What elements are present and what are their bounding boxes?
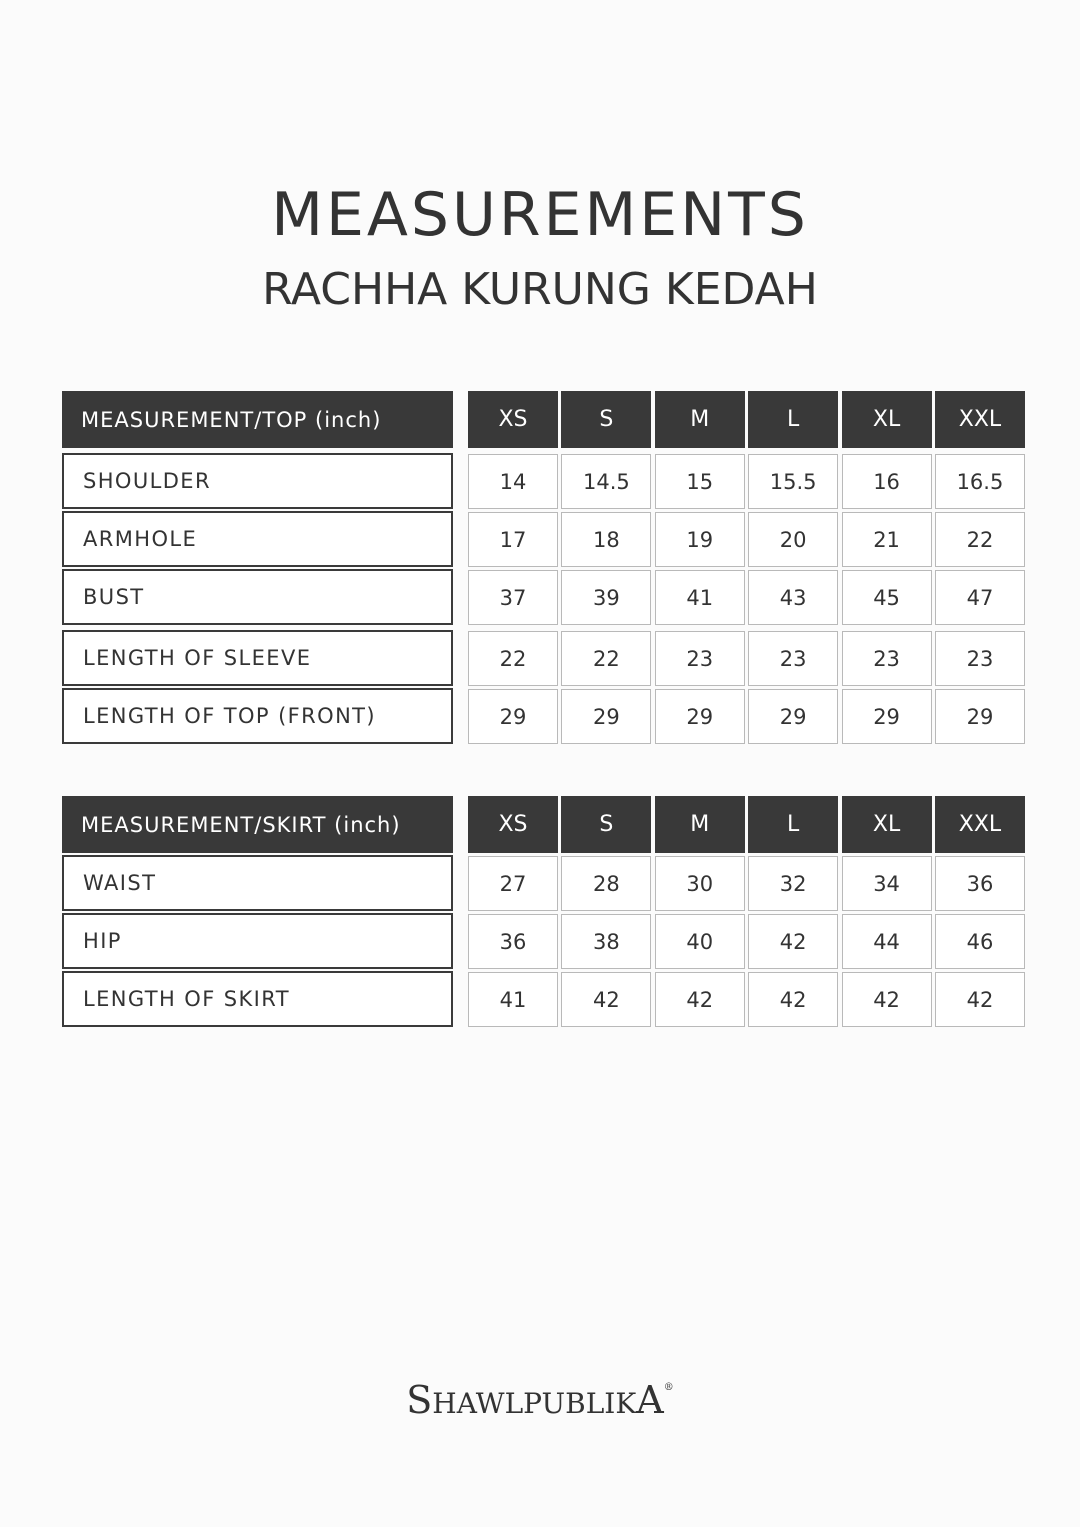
size-header-xxl: XXL — [935, 796, 1025, 853]
size-header-l: L — [748, 391, 838, 448]
value-cell: 29 — [561, 689, 651, 744]
value-cell: 40 — [655, 914, 745, 969]
value-cell: 14.5 — [561, 454, 651, 509]
skirt-measurement-table — [62, 796, 1028, 1027]
value-cell: 15.5 — [748, 454, 838, 509]
table-row — [62, 630, 1028, 686]
top-measurement-table — [62, 391, 1028, 744]
top-table-header-label: MEASUREMENT/TOP (inch) — [62, 391, 453, 448]
table-row — [62, 453, 1028, 509]
value-cell: 34 — [842, 856, 932, 911]
value-cell: 15 — [655, 454, 745, 509]
value-cell: 23 — [655, 631, 745, 686]
value-cell: 29 — [655, 689, 745, 744]
value-cell: 42 — [748, 972, 838, 1027]
value-cell: 23 — [748, 631, 838, 686]
brand-middle: HAWLPUBLIK — [432, 1387, 637, 1420]
size-header-xxl: XXL — [935, 391, 1025, 448]
value-cell: 47 — [935, 570, 1025, 625]
value-cell: 29 — [748, 689, 838, 744]
brand-logo — [0, 1378, 1080, 1422]
value-cell: 29 — [468, 689, 558, 744]
value-cell: 17 — [468, 512, 558, 567]
value-cell: 36 — [935, 856, 1025, 911]
value-cell: 28 — [561, 856, 651, 911]
row-label: HIP — [62, 913, 453, 969]
size-header-xl: XL — [842, 796, 932, 853]
value-cell: 37 — [468, 570, 558, 625]
value-cell: 41 — [655, 570, 745, 625]
skirt-table-header-label: MEASUREMENT/SKIRT (inch) — [62, 796, 453, 853]
value-cell: 46 — [935, 914, 1025, 969]
size-header-l: L — [748, 796, 838, 853]
row-label: LENGTH OF SKIRT — [62, 971, 453, 1027]
value-cell: 39 — [561, 570, 651, 625]
value-cell: 23 — [842, 631, 932, 686]
table-row — [62, 855, 1028, 911]
top-table-header-row — [62, 391, 1028, 448]
value-cell: 36 — [468, 914, 558, 969]
brand-last-letter: A — [636, 1378, 664, 1422]
value-cell: 42 — [655, 972, 745, 1027]
value-cell: 22 — [468, 631, 558, 686]
table-row — [62, 511, 1028, 567]
table-row — [62, 913, 1028, 969]
value-cell: 20 — [748, 512, 838, 567]
size-header-m: M — [655, 391, 745, 448]
value-cell: 45 — [842, 570, 932, 625]
row-label: SHOULDER — [62, 453, 453, 509]
value-cell: 42 — [935, 972, 1025, 1027]
value-cell: 23 — [935, 631, 1025, 686]
size-header-m: M — [655, 796, 745, 853]
value-cell: 42 — [748, 914, 838, 969]
value-cell: 22 — [561, 631, 651, 686]
size-header-xs: XS — [468, 796, 558, 853]
value-cell: 41 — [468, 972, 558, 1027]
value-cell: 18 — [561, 512, 651, 567]
table-row — [62, 971, 1028, 1027]
size-header-s: S — [561, 796, 651, 853]
page-title: MEASUREMENTS — [271, 180, 809, 250]
skirt-table-header-row — [62, 796, 1028, 853]
size-header-xs: XS — [468, 391, 558, 448]
value-cell: 30 — [655, 856, 745, 911]
value-cell: 32 — [748, 856, 838, 911]
table-row — [62, 688, 1028, 744]
value-cell: 27 — [468, 856, 558, 911]
size-header-s: S — [561, 391, 651, 448]
registered-mark: ® — [663, 1382, 674, 1393]
value-cell: 38 — [561, 914, 651, 969]
value-cell: 21 — [842, 512, 932, 567]
row-label: LENGTH OF SLEEVE — [62, 630, 453, 686]
value-cell: 19 — [655, 512, 745, 567]
value-cell: 29 — [842, 689, 932, 744]
value-cell: 44 — [842, 914, 932, 969]
value-cell: 22 — [935, 512, 1025, 567]
row-label: WAIST — [62, 855, 453, 911]
size-header-xl: XL — [842, 391, 932, 448]
brand-first-letter: S — [406, 1378, 433, 1422]
row-label: LENGTH OF TOP (FRONT) — [62, 688, 453, 744]
product-name: RACHHA KURUNG KEDAH — [262, 264, 818, 315]
value-cell: 29 — [935, 689, 1025, 744]
row-label: BUST — [62, 569, 453, 625]
value-cell: 42 — [561, 972, 651, 1027]
value-cell: 42 — [842, 972, 932, 1027]
value-cell: 43 — [748, 570, 838, 625]
row-label: ARMHOLE — [62, 511, 453, 567]
value-cell: 16.5 — [935, 454, 1025, 509]
value-cell: 14 — [468, 454, 558, 509]
table-row — [62, 569, 1028, 625]
value-cell: 16 — [842, 454, 932, 509]
